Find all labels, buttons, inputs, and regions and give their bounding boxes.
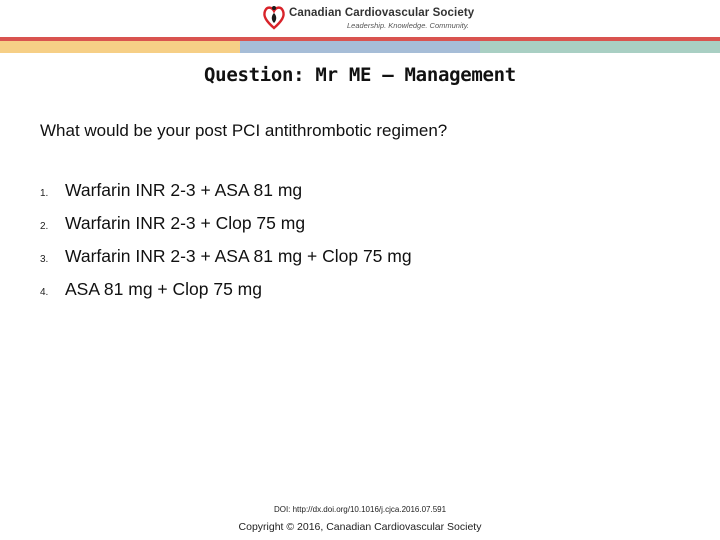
answer-options-list [40, 180, 412, 312]
option-text: Warfarin INR 2-3 + Clop 75 mg [65, 213, 306, 233]
org-tagline: Leadership. Knowledge. Community. [347, 20, 470, 30]
option-number: 4. [40, 287, 49, 298]
header-color-band [0, 37, 720, 53]
option-text: Warfarin INR 2-3 + ASA 81 mg [65, 180, 303, 200]
option-number: 3. [40, 254, 49, 265]
band-segment-green [480, 41, 720, 53]
logo-text [289, 5, 474, 29]
slide-title: Question: Mr ME – Management [204, 64, 516, 86]
answer-option-1 [40, 180, 412, 213]
answer-option-4 [40, 279, 412, 312]
ccs-logo [262, 4, 474, 30]
band-segment-blue [240, 41, 480, 53]
question-text: What would be your post PCI antithrombotic regimen? [40, 121, 448, 140]
org-name: Canadian Cardiovascular Society [289, 7, 475, 19]
answer-option-2 [40, 213, 412, 246]
option-number: 2. [40, 221, 49, 232]
option-text: Warfarin INR 2-3 + ASA 81 mg + Clop 75 mg [65, 246, 412, 266]
doi-citation: DOI: http://dx.doi.org/10.1016/j.cjca.2016.07.591 [273, 505, 447, 514]
header [0, 0, 720, 36]
copyright-notice: Copyright © 2016, Canadian Cardiovascular Society [238, 521, 482, 533]
answer-option-3 [40, 246, 412, 279]
band-segment-yellow [0, 41, 240, 53]
option-text: ASA 81 mg + Clop 75 mg [65, 279, 262, 299]
option-number: 1. [40, 188, 49, 199]
ccs-heart-logo-icon [262, 4, 286, 30]
